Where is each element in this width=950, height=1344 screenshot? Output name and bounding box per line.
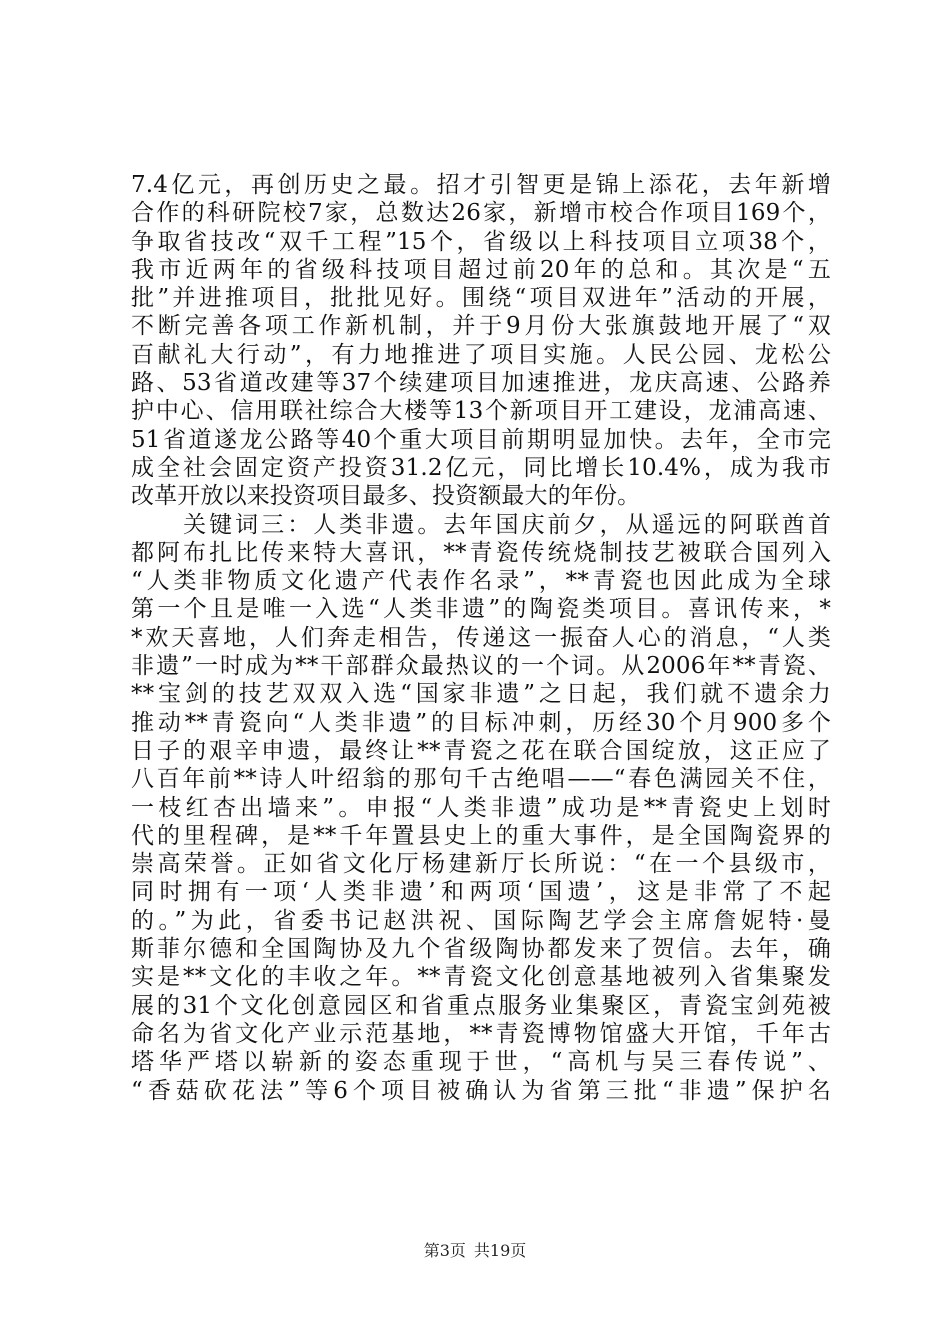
text-line: “人类非物质文化遗产代表作名录”，**青瓷也因此成为全球: [131, 568, 831, 595]
text-line: 批”并进推项目，批批见好。围绕“项目双进年”活动的开展，: [131, 285, 831, 312]
text-line: 非遗”一时成为**干部群众最热议的一个词。从2006年**青瓷、: [131, 653, 831, 680]
page-total: 共19页: [473, 1241, 527, 1260]
text-line: 塔华严塔以崭新的姿态重现于世，“高机与吴三春传说”、: [131, 1049, 831, 1076]
body-text: [131, 171, 831, 1105]
text-line: 推动**青瓷向“人类非遗”的目标冲刺，历经30个月900多个: [131, 709, 831, 736]
text-line: 不断完善各项工作新机制，并于9月份大张旗鼓地开展了“双: [131, 313, 831, 340]
text-line: 7.4亿元，再创历史之最。招才引智更是锦上添花，去年新增: [131, 172, 831, 198]
page-number: 第3页: [423, 1241, 466, 1260]
text-line: **宝剑的技艺双双入选“国家非遗”之日起，我们就不遗余力: [131, 681, 831, 708]
text-line: 实是**文化的丰收之年。**青瓷文化创意基地被列入省集聚发: [131, 964, 831, 991]
text-line: 百献礼大行动”，有力地推进了项目实施。人民公园、龙松公: [131, 341, 831, 368]
text-line: “香菇砍花法”等6个项目被确认为省第三批“非遗”保护名: [131, 1077, 831, 1104]
text-line: 展的31个文化创意园区和省重点服务业集聚区，青瓷宝剑苑被: [131, 992, 831, 1019]
text-line: 代的里程碑，是**千年置县史上的重大事件，是全国陶瓷界的: [131, 822, 831, 849]
text-line: 日子的艰辛申遗，最终让**青瓷之花在联合国绽放，这正应了: [131, 737, 831, 764]
text-line: 路、53省道改建等37个续建项目加速推进，龙庆高速、公路养: [131, 370, 831, 397]
text-line: 崇高荣誉。正如省文化厅杨建新厅长所说：“在一个县级市，: [131, 851, 831, 878]
text-line: 第一个且是唯一入选“人类非遗”的陶瓷类项目。喜讯传来，*: [131, 596, 831, 623]
text-line: 八百年前**诗人叶绍翁的那句千古绝唱——“春色满园关不住，: [131, 766, 831, 793]
text-line: 命名为省文化产业示范基地，**青瓷博物馆盛大开馆，千年古: [131, 1020, 831, 1047]
text-line: 51省道遂龙公路等40个重大项目前期明显加快。去年，全市完: [131, 426, 831, 453]
text-line: 我市近两年的省级科技项目超过前20年的总和。其次是“五: [131, 256, 831, 283]
text-line: 成全社会固定资产投资31.2亿元，同比增长10.4%，成为我市: [131, 454, 831, 481]
text-line: 争取省技改“双千工程”15个，省级以上科技项目立项38个，: [131, 228, 831, 255]
text-line: 护中心、信用联社综合大楼等13个新项目开工建设，龙浦高速、: [131, 398, 831, 425]
text-line: 都阿布扎比传来特大喜讯，**青瓷传统烧制技艺被联合国列入: [131, 539, 831, 566]
page-footer: [0, 1238, 950, 1261]
text-line: 同时拥有一项‘人类非遗’和两项‘国遗’，这是非常了不起: [131, 879, 831, 906]
text-line: 一枝红杏出墙来”。申报“人类非遗”成功是**青瓷史上划时: [131, 794, 831, 821]
text-line: 改革开放以来投资项目最多、投资额最大的年份。: [131, 483, 641, 510]
text-line: 合作的科研院校7家，总数达26家，新增市校合作项目169个，: [131, 200, 831, 227]
text-line: *欢天喜地，人们奔走相告，传递这一振奋人心的消息，“人类: [131, 624, 831, 651]
text-line: 斯菲尔德和全国陶协及九个省级陶协都发来了贺信。去年，确: [131, 936, 831, 963]
text-line: 的。”为此，省委书记赵洪祝、国际陶艺学会主席詹妮特·曼: [131, 907, 831, 934]
text-line: 关键词三：人类非遗。去年国庆前夕，从遥远的阿联酋首: [131, 511, 831, 538]
